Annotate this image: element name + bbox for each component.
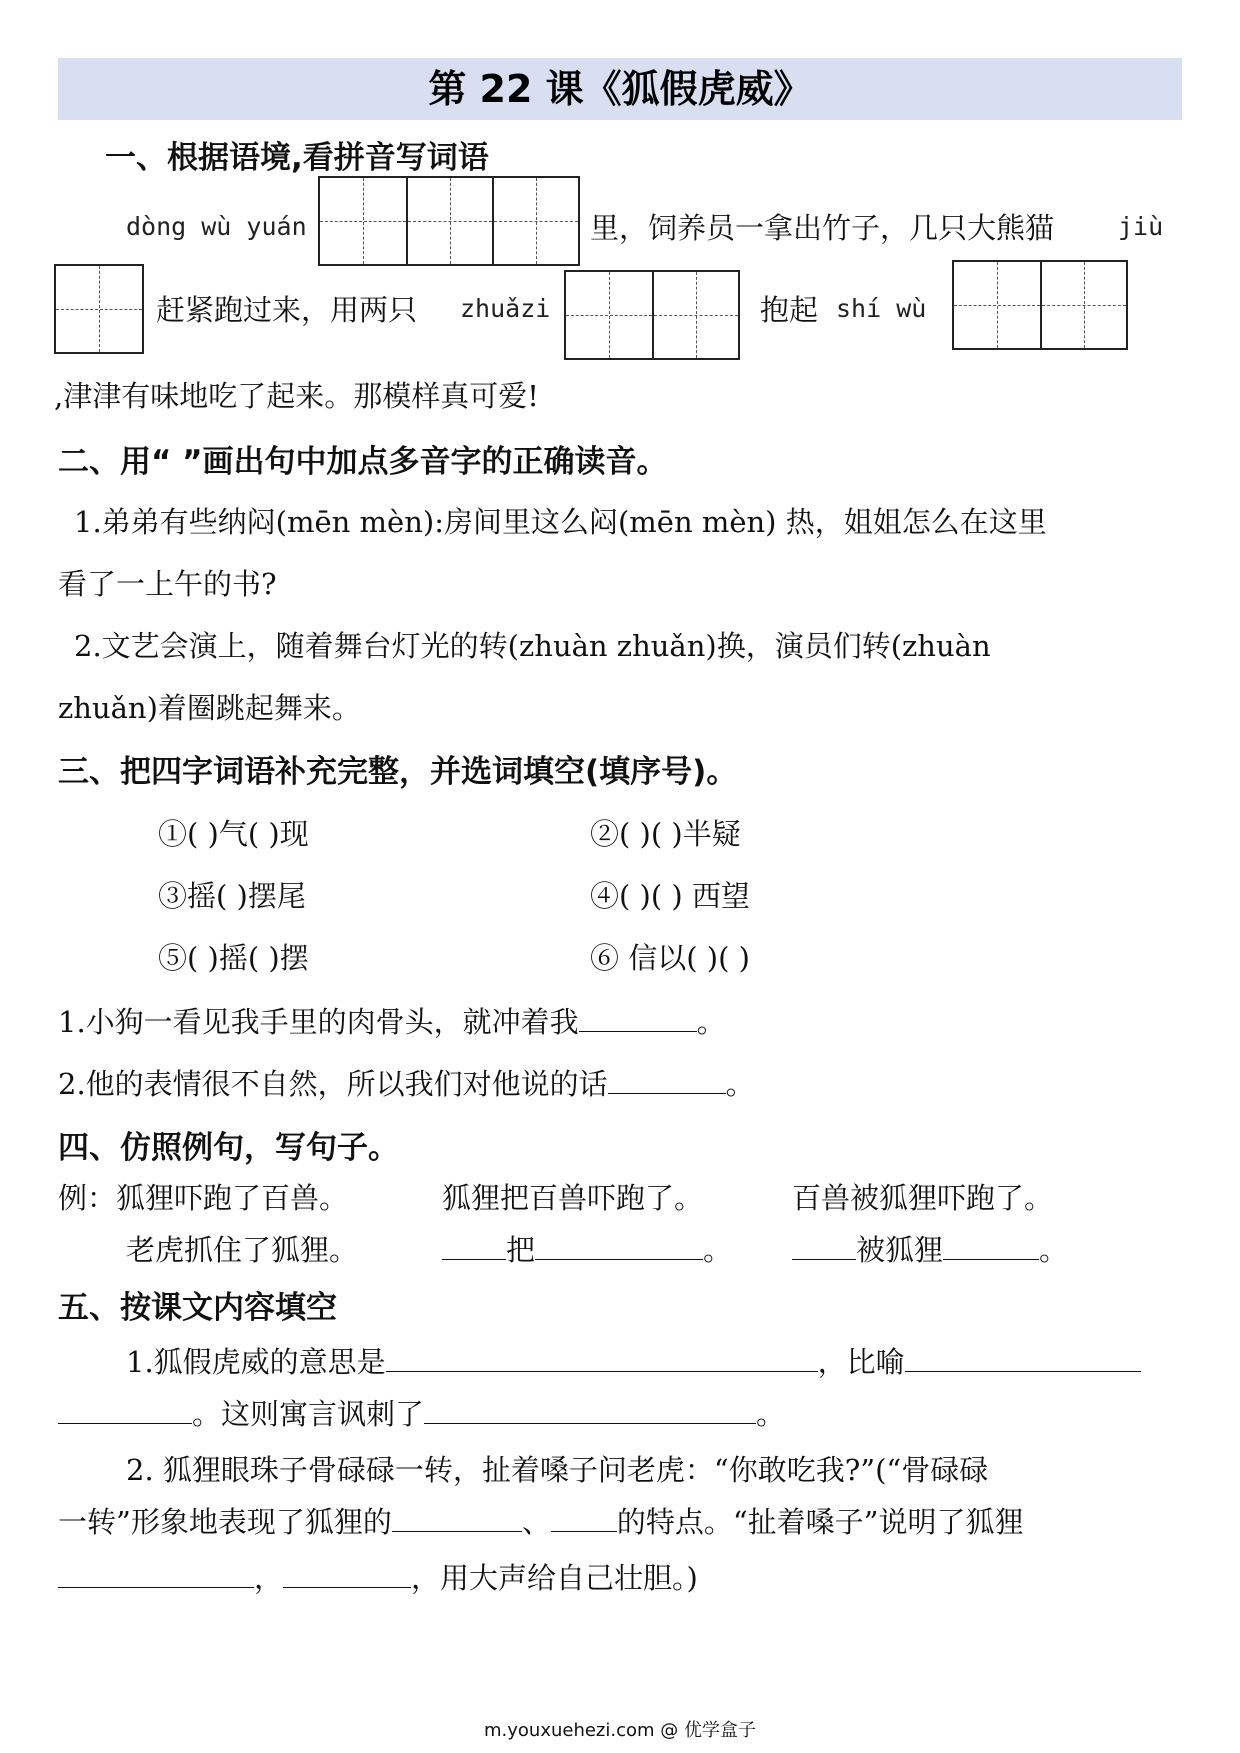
ba-sentence: 把 。 — [442, 1228, 732, 1269]
answer-blank[interactable] — [386, 1349, 818, 1372]
answer-blank[interactable] — [551, 1509, 617, 1532]
q5-2-line2: 一转”形象地表现了狐狸的 、 的特点。“扯着嗓子”说明了狐狸 — [58, 1505, 1024, 1539]
section5-heading: 五、按课文内容填空 — [58, 1290, 337, 1326]
example-sentence-b: 狐狸把百兽吓跑了。 — [442, 1181, 704, 1215]
q5-2-line3: ， ，用大声给自己壮胆。) — [58, 1556, 698, 1597]
q5-2-line1: 2. 狐狸眼珠子骨碌碌一转，扯着嗓子问老虎：“你敢吃我?”(“骨碌碌 — [126, 1453, 989, 1487]
answer-blank[interactable] — [283, 1565, 411, 1588]
page-title: 第 22 课《狐假虎威》 — [428, 67, 812, 111]
answer-blank[interactable] — [442, 1237, 506, 1260]
bei-sentence: 被狐狸 。 — [792, 1228, 1068, 1269]
section4-heading: 四、仿照例句，写句子。 — [58, 1130, 399, 1166]
answer-blank[interactable] — [792, 1237, 856, 1260]
writing-grid-1[interactable] — [318, 176, 580, 266]
q5-1-line1: 1.狐假虎威的意思是 ，比喻 — [126, 1340, 1141, 1381]
fill-sentence-1: 1.小狗一看见我手里的肉骨头，就冲着我 。 — [58, 1005, 726, 1039]
sentence-part-3: 抱起 — [760, 293, 819, 327]
writing-grid-4[interactable] — [952, 260, 1128, 350]
example-sentence-c: 百兽被狐狸吓跑了。 — [792, 1181, 1054, 1215]
answer-blank[interactable] — [424, 1401, 756, 1424]
answer-blank[interactable] — [58, 1565, 254, 1588]
answer-blank[interactable] — [579, 1009, 697, 1032]
pinyin-zhuazi: zhuǎzi — [460, 294, 551, 323]
section1-heading: 一、根据语境,看拼音写词语 — [105, 140, 489, 176]
answer-blank[interactable] — [608, 1071, 726, 1094]
idiom-item-3: ③摇( )摆尾 — [158, 879, 306, 913]
answer-blank[interactable] — [943, 1237, 1039, 1260]
q2-2-line1: 2.文艺会演上，随着舞台灯光的转(zhuàn zhuǎn)换，演员们转(zhuàn — [74, 629, 991, 663]
answer-blank[interactable] — [392, 1509, 522, 1532]
sentence-part-2: 赶紧跑过来，用两只 — [156, 293, 418, 327]
answer-blank[interactable] — [535, 1237, 703, 1260]
idiom-item-6: ⑥ 信以( )( ) — [590, 941, 750, 975]
q2-2-line2: zhuǎn)着圈跳起舞来。 — [58, 691, 361, 725]
q5-1-line2: 。这则寓言讽刺了 。 — [58, 1392, 785, 1433]
q2-1-line2: 看了一上午的书? — [58, 567, 277, 601]
sentence-part-1: 里，饲养员一拿出竹子，几只大熊猫 — [590, 211, 1055, 245]
q2-1-line1: 1.弟弟有些纳闷(mēn mèn):房间里这么闷(mēn mèn) 热，姐姐怎么在这里 — [74, 505, 1047, 539]
sentence-part-4: ,津津有味地吃了起来。那模样真可爱! — [54, 379, 539, 413]
section3-heading: 三、把四字词语补充完整，并选词填空(填序号)。 — [58, 754, 738, 790]
answer-blank[interactable] — [58, 1401, 192, 1424]
section2-heading: 二、用“ ”画出句中加点多音字的正确读音。 — [58, 444, 668, 480]
writing-grid-2[interactable] — [54, 264, 144, 354]
idiom-item-1: ①( )气( )现 — [158, 817, 309, 851]
idiom-item-2: ②( )( )半疑 — [590, 817, 741, 851]
footer-watermark: m.youxuehezi.com @ 优学盒子 — [483, 1720, 756, 1741]
writing-grid-3[interactable] — [564, 270, 740, 360]
example-sentence-a: 例：狐狸吓跑了百兽。 — [58, 1181, 349, 1215]
pinyin-dongwuyuan: dòng wù yuán — [126, 212, 307, 241]
task-sentence: 老虎抓住了狐狸。 — [126, 1233, 359, 1267]
fill-sentence-2: 2.他的表情很不自然，所以我们对他说的话 。 — [58, 1067, 755, 1101]
idiom-item-5: ⑤( )摇( )摆 — [158, 941, 309, 975]
pinyin-jiu: jiù — [1118, 212, 1164, 241]
pinyin-shiwu: shí wù — [836, 294, 927, 323]
answer-blank[interactable] — [905, 1349, 1141, 1372]
idiom-item-4: ④( )( ) 西望 — [590, 879, 750, 913]
